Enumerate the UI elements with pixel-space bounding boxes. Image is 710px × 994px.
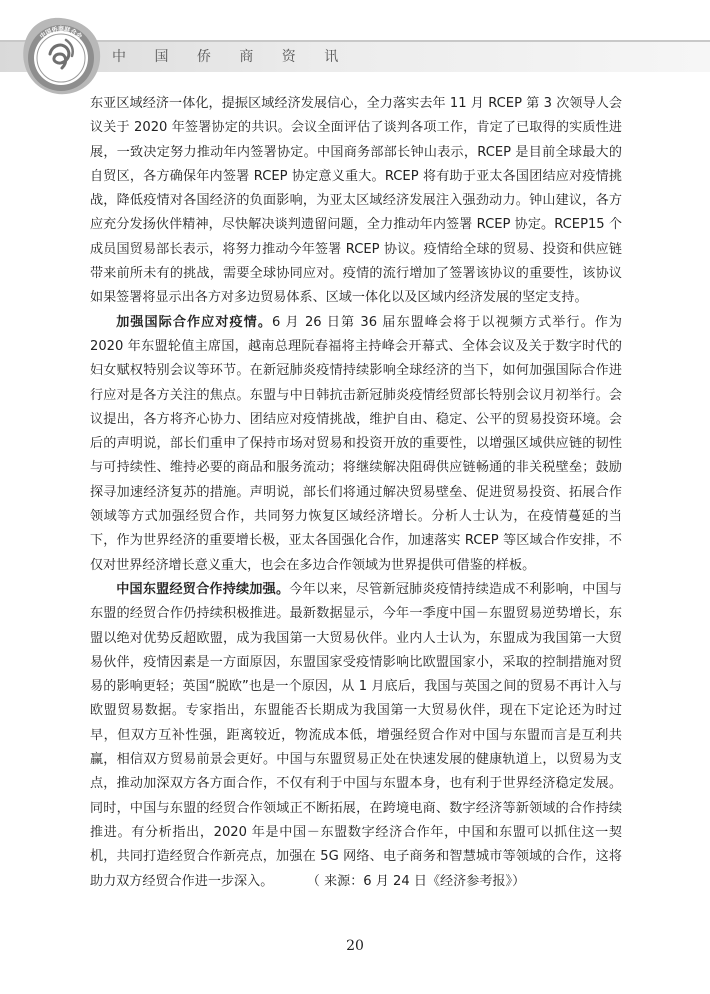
paragraph-2-body: 6 月 26 日第 36 届东盟峰会将于以视频方式举行。作为 2020 年东盟轮值主席国，越南总理阮春福将主持峰会开幕式、全体会议及关于数字时代的妇女赋权特别会议等环节。在新冠肺炎疫情持续影响全球经济的当下，如何加强国际合作进行应对是各方关注的焦点。东盟与中日韩抗击新冠肺炎疫情经贸部长特别会议月初举行。会议提出，各方将齐心协力、团结应对疫情挑战，维护自由、稳定、公平的贸易投资环境。会后的声明说，部长们重申了保持市场对贸易和投资开放的重要性，以增强区域供应链的韧性与可持续性、维持必要的商品和服务流动；将继续解决阻碍供应链畅通的非关税壁垒；鼓励探寻加速经济复苏的措施。声明说，部长们将通过解决贸易壁垒、促进贸易投资、拓展合作领域等方式加强经贸合作，共同努力恢复区域经济增长。分析人士认为，在疫情蔓延的当下，作为世界经济的重要增长极，亚太各国强化合作，加速落实 RCEP 等区域合作安排，不仅对世界经济增长意义重大，也会在多边合作领域为世界提供可借鉴的样板。 [90, 314, 622, 573]
paragraph-2 [90, 311, 622, 578]
logo-icon [14, 10, 108, 100]
article-body [90, 92, 622, 894]
paragraph-3-body: 今年以来，尽管新冠肺炎疫情持续造成不利影响，中国与东盟的经贸合作仍持续积极推进。最新数据显示，今年一季度中国－东盟贸易逆势增长，东盟以绝对优势反超欧盟，成为我国第一大贸易伙伴。业内人士认为，东盟成为我国第一大贸易伙伴，疫情因素是一方面原因，东盟国家受疫情影响比欧盟国家小，采取的控制措施对贸易的影响更轻；英国“脱欧”也是一个原因，从 1 月底后，我国与英国之间的贸易不再计入与欧盟贸易数据。专家指出，东盟能否长期成为我国第一大贸易伙伴，现在下定论还为时过早，但双方互补性强，距离较近，物流成本低，增强经贸合作对中国与东盟而言是互利共赢，相信双方贸易前景会更好。中国与东盟贸易正处在快速发展的健康轨道上，以贸易为支点，推动加深双方各方面合作，不仅有利于中国与东盟本身，也有利于世界经济稳定发展。同时，中国与东盟的经贸合作领域正不断拓展，在跨境电商、数字经济等新领域的合作持续推进。有分析指出，2020 年是中国－东盟数字经济合作年，中国和东盟可以抓住这一契机，共同打造经贸合作新亮点，加强在 5G 网络、电子商务和智慧城市等领域的合作，这将助力双方经贸合作进一步深入。 [90, 581, 623, 889]
paragraph-3 [90, 578, 622, 894]
paragraph-1: 东亚区域经济一体化，提振区域经济发展信心，全力落实去年 11 月 RCEP 第 3 次领导人会议关于 2020 年签署协定的共识。会议全面评估了谈判各项工作，肯定了已取得的实质性进展，一致决定努力推动年内签署协定。中国商务部部长钟山表示，RCEP 是目前全球最大的自贸区，各方确保年内签署 RCEP 协定意义重大。RCEP 将有助于亚太各国团结应对疫情挑战，降低疫情对各国经济的负面影响，为亚太区域经济发展注入强劲动力。钟山建议，各方应充分发扬伙伴精神，尽快解决谈判遗留问题，全力推动年内签署 RCEP 协定。RCEP15 个成员国贸易部长表示，将努力推动今年签署 RCEP 协议。疫情给全球的贸易、投资和供应链带来前所未有的挑战，需要全球协同应对。疫情的流行增加了签署该协议的重要性，该协议如果签署将显示出各方对多边贸易体系、区域一体化以及区域内经济发展的坚定支持。 [90, 96, 622, 306]
header-title: 中 国 侨 商 资 讯 [112, 49, 351, 65]
svg-text:中国侨商联合会: 中国侨商联合会 [38, 26, 84, 41]
paragraph-3-heading: 中国东盟经贸合作持续加强。 [116, 581, 290, 597]
paragraph-2-heading: 加强国际合作应对疫情。 [116, 314, 272, 330]
article-source: （ 来源：6 月 24 日《经济参考报》） [313, 873, 526, 889]
page-number: 20 [346, 938, 364, 954]
